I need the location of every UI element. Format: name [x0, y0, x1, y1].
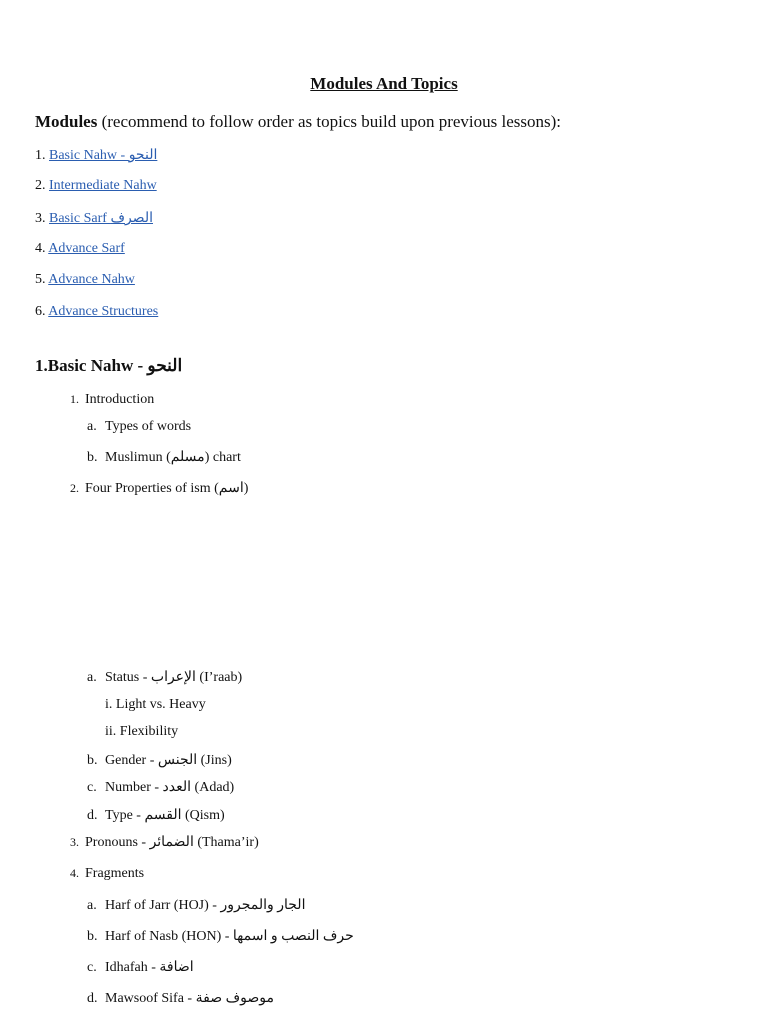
module-item: [35, 272, 135, 288]
modules-intro-bold: Modules: [35, 112, 98, 131]
module-link-basic-nahw[interactable]: Basic Nahw - النحو: [49, 148, 158, 163]
subtopic-text: Gender - الجنس (Jins): [105, 753, 232, 768]
subsubtopic-item: [105, 724, 178, 740]
module-number: 5.: [35, 272, 46, 287]
module-number: 4.: [35, 241, 46, 256]
module-item: [35, 178, 157, 194]
subtopic-text: Types of words: [105, 419, 192, 434]
topic-item: [70, 866, 144, 882]
subtopic-letter: a.: [87, 419, 97, 434]
subtopic-letter: b.: [87, 450, 98, 465]
module-number: 2.: [35, 178, 46, 193]
module-number: 3.: [35, 211, 46, 226]
subtopic-item: [87, 959, 194, 976]
topic-number: 3.: [70, 835, 79, 849]
subsubtopic-text: Light vs. Heavy: [115, 697, 206, 712]
subtopic-letter: a.: [87, 670, 97, 685]
section-heading-basic-nahw: 1.Basic Nahw - النحو: [35, 356, 183, 375]
modules-intro: [35, 112, 561, 132]
module-item: [35, 147, 157, 164]
subtopic-item: [87, 897, 305, 914]
subtopic-text: Idhafah - اضافة: [105, 960, 194, 975]
module-item: [35, 241, 125, 257]
topic-number: 2.: [70, 481, 79, 495]
subtopic-item: [87, 752, 232, 769]
module-item: [35, 304, 158, 320]
topic-text: Four Properties of ism (اسم): [85, 481, 249, 496]
modules-intro-text: (recommend to follow order as topics build upon previous lessons):: [97, 112, 561, 131]
topic-item: [70, 392, 154, 408]
subtopic-item: [87, 990, 274, 1007]
subtopic-letter: b.: [87, 753, 98, 768]
topic-item: [70, 834, 259, 851]
module-link-advance-structures[interactable]: Advance Structures: [48, 304, 159, 319]
module-number: 1.: [35, 148, 46, 163]
topic-number: 1.: [70, 392, 79, 406]
subsubtopic-text: Flexibility: [119, 724, 179, 739]
subsubtopic-numeral: i.: [105, 697, 113, 712]
subtopic-letter: d.: [87, 991, 98, 1006]
module-link-basic-sarf[interactable]: Basic Sarf الصرف: [49, 211, 153, 226]
topic-item: [70, 480, 248, 497]
subtopic-letter: b.: [87, 929, 98, 944]
subtopic-text: Harf of Nasb (HON) - حرف النصب و اسمها: [105, 929, 354, 944]
subsubtopic-item: [105, 697, 206, 713]
module-link-advance-nahw[interactable]: Advance Nahw: [48, 272, 135, 287]
subtopic-item: [87, 449, 241, 466]
subsubtopic-numeral: ii.: [105, 724, 117, 739]
subtopic-text: Number - العدد (Adad): [105, 780, 235, 795]
subtopic-letter: c.: [87, 780, 97, 795]
subtopic-item: [87, 419, 191, 435]
subtopic-item: [87, 779, 234, 796]
subtopic-text: Type - القسم (Qism): [105, 808, 225, 823]
subtopic-text: Status - الإعراب (I’raab): [105, 670, 243, 685]
topic-text: Introduction: [85, 392, 155, 407]
topic-number: 4.: [70, 866, 79, 880]
module-number: 6.: [35, 304, 46, 319]
topic-text: Fragments: [85, 866, 145, 881]
subtopic-item: [87, 807, 225, 824]
subtopic-text: Mawsoof Sifa - موصوف صفة: [105, 991, 274, 1006]
subtopic-letter: a.: [87, 898, 97, 913]
module-item: [35, 210, 153, 227]
subtopic-letter: c.: [87, 960, 97, 975]
module-link-advance-sarf[interactable]: Advance Sarf: [48, 241, 125, 256]
topic-text: Pronouns - الضمائر (Thama’ir): [85, 835, 259, 850]
page-title: Modules And Topics: [310, 74, 458, 93]
subtopic-letter: d.: [87, 808, 98, 823]
subtopic-item: [87, 669, 242, 686]
module-link-intermediate-nahw[interactable]: Intermediate Nahw: [49, 178, 157, 193]
subtopic-text: Muslimun (مسلم) chart: [105, 450, 241, 465]
subtopic-item: [87, 928, 354, 945]
subtopic-text: Harf of Jarr (HOJ) - الجار والمجرور: [105, 898, 306, 913]
